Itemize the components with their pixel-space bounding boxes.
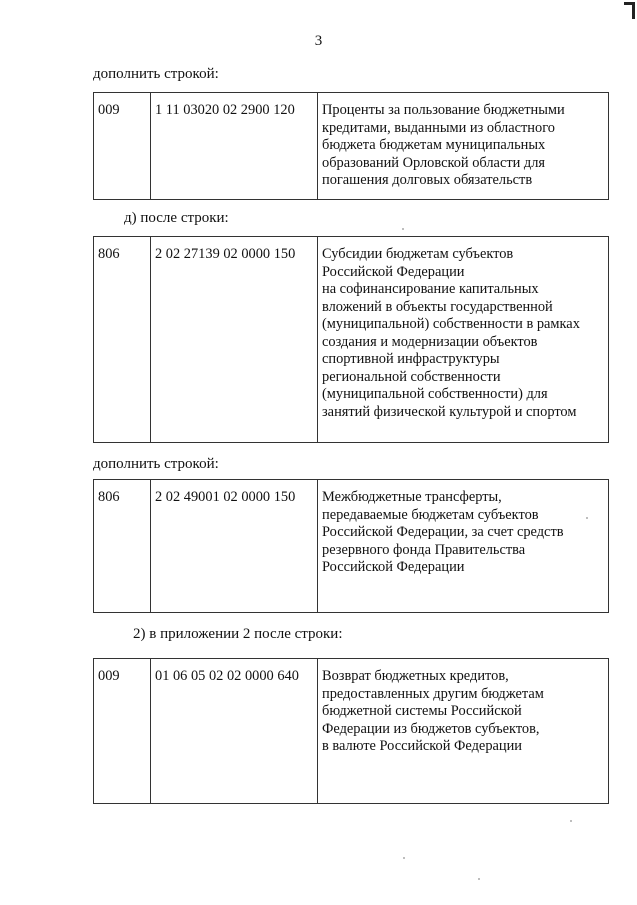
scan-speck <box>570 820 572 822</box>
description-line: (муниципальной) собственности в рамках <box>322 316 580 332</box>
description-line: бюджета бюджетам муниципальных <box>322 137 546 153</box>
description-line: кредитами, выданными из областного <box>322 119 555 136</box>
budget-table <box>93 479 609 613</box>
block-label: дополнить строкой: <box>93 66 219 82</box>
description-cell <box>318 480 609 613</box>
description-line: Межбюджетные трансферты, <box>322 489 502 505</box>
budget-table <box>93 658 609 804</box>
description-line: региональной собственности <box>322 368 501 385</box>
admin-code-cell: 009 <box>94 659 151 804</box>
description-line: в валюте Российской Федерации <box>322 738 523 754</box>
block-label: д) после строки: <box>124 210 229 226</box>
budget-table <box>93 236 609 443</box>
block-label: 2) в приложении 2 после строки: <box>133 626 343 642</box>
description-cell <box>318 659 609 804</box>
description-line: Субсидии бюджетам субъектов <box>322 246 514 262</box>
table-row <box>94 93 609 200</box>
admin-code-cell: 009 <box>94 93 151 200</box>
description-line: Проценты за пользование бюджетными <box>322 102 565 118</box>
table-row <box>94 659 609 804</box>
description-line: бюджетной системы Российской <box>322 703 522 719</box>
description-line: образований Орловской области для <box>322 154 546 171</box>
table-row <box>94 480 609 613</box>
description-line: Федерации из бюджетов субъектов, <box>322 720 540 737</box>
description-line: занятий физической культурой и спортом <box>322 403 577 420</box>
kbk-code-cell: 1 11 03020 02 2900 120 <box>151 93 318 200</box>
kbk-code-cell: 2 02 27139 02 0000 150 <box>151 237 318 443</box>
description-line: погашения долговых обязательств <box>322 172 533 188</box>
description-cell <box>318 93 609 200</box>
budget-table <box>93 92 609 200</box>
scan-speck <box>403 857 405 859</box>
scan-speck <box>586 517 588 519</box>
description-line: резервного фонда Правительства <box>322 541 526 558</box>
description-cell <box>318 237 609 443</box>
description-line: Возврат бюджетных кредитов, <box>322 668 509 684</box>
description-line: Российской Федерации, за счет средств <box>322 524 564 540</box>
block-label: дополнить строкой: <box>93 456 219 472</box>
description-line: вложений в объекты государственной <box>322 298 553 315</box>
admin-code-cell: 806 <box>94 480 151 613</box>
admin-code-cell: 806 <box>94 237 151 443</box>
description-line: спортивной инфраструктуры <box>322 351 500 367</box>
description-line: создания и модернизации объектов <box>322 333 538 350</box>
kbk-code-cell: 2 02 49001 02 0000 150 <box>151 480 318 613</box>
description-line: предоставленных другим бюджетам <box>322 685 544 702</box>
description-line: передаваемые бюджетам субъектов <box>322 506 539 523</box>
description-line: (муниципальной собственности) для <box>322 386 548 402</box>
scan-corner-mark <box>624 2 635 19</box>
table-row <box>94 237 609 443</box>
description-line: Российской Федерации <box>322 263 465 280</box>
scan-speck <box>402 228 404 230</box>
description-line: Российской Федерации <box>322 559 465 575</box>
page-number: 3 <box>314 33 323 49</box>
description-line: на софинансирование капитальных <box>322 281 539 297</box>
kbk-code-cell: 01 06 05 02 02 0000 640 <box>151 659 318 804</box>
scan-speck <box>478 878 480 880</box>
